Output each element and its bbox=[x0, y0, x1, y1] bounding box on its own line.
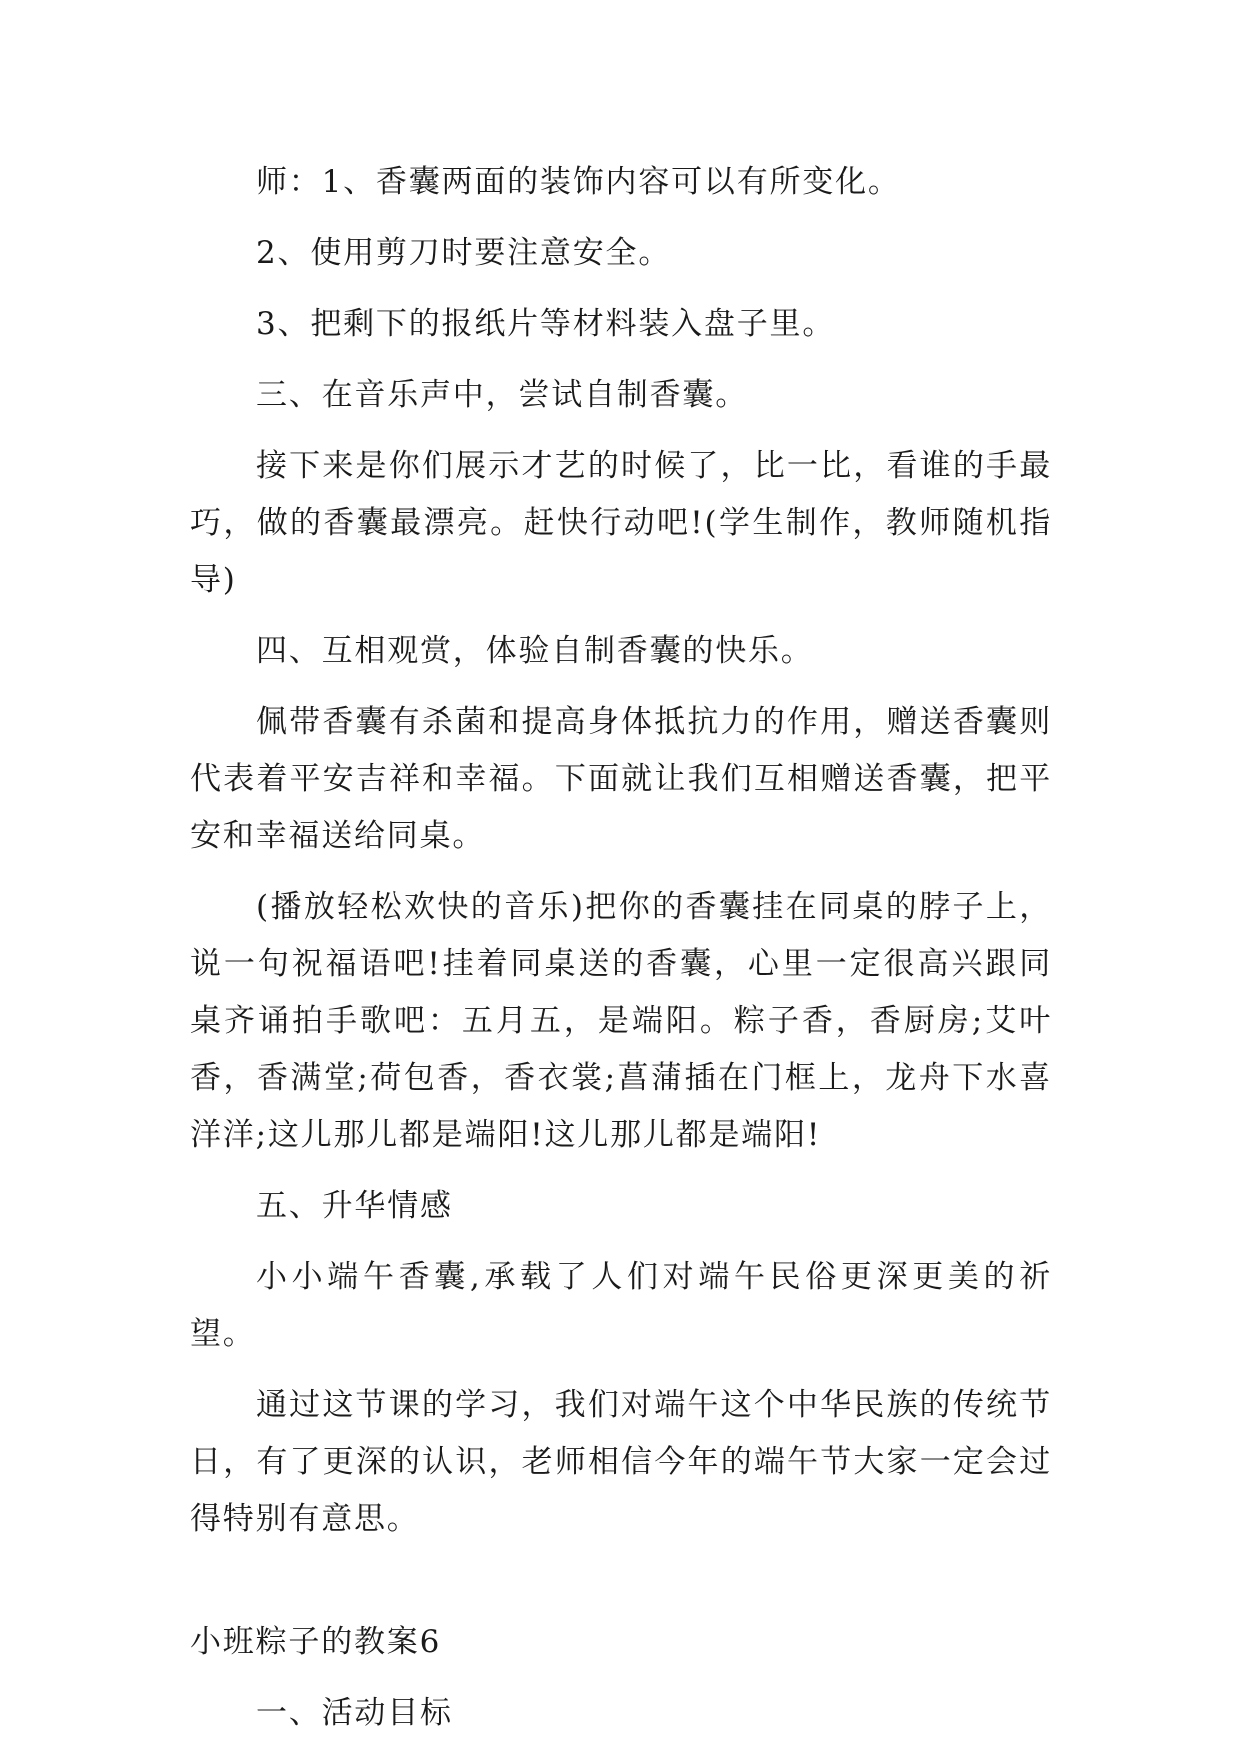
paragraph: 师：1、香囊两面的装饰内容可以有所变化。 bbox=[256, 164, 901, 200]
section-title: 小班粽子的教案6 bbox=[190, 1624, 442, 1660]
paragraph: 一、活动目标 bbox=[256, 1695, 453, 1731]
paragraph: 三、在音乐声中，尝试自制香囊。 bbox=[256, 377, 748, 413]
paragraph: 通过这节课的学习，我们对端午这个中华民族的传统节日，有了更深的认识，老师相信今年的端午节大家一定会过得特别有意思。 bbox=[190, 1387, 1052, 1537]
paragraph: 接下来是你们展示才艺的时候了，比一比，看谁的手最巧，做的香囊最漂亮。赶快行动吧!(学生制作，教师随机指导) bbox=[190, 448, 1052, 598]
paragraph: 五、升华情感 bbox=[256, 1188, 453, 1224]
paragraph: 小小端午香囊,承载了人们对端午民俗更深更美的祈望。 bbox=[190, 1259, 1052, 1352]
paragraph: 2、使用剪刀时要注意安全。 bbox=[256, 235, 672, 271]
paragraph: 佩带香囊有杀菌和提高身体抵抗力的作用，赠送香囊则代表着平安吉祥和幸福。下面就让我们互相赠送香囊，把平安和幸福送给同桌。 bbox=[190, 704, 1052, 854]
paragraph: 3、把剩下的报纸片等材料装入盘子里。 bbox=[256, 306, 836, 342]
paragraph: (播放轻松欢快的音乐)把你的香囊挂在同桌的脖子上，说一句祝福语吧!挂着同桌送的香囊，心里一定很高兴跟同桌齐诵拍手歌吧：五月五，是端阳。粽子香，香厨房;艾叶香，香满堂;荷包香，香衣裳;菖蒲插在门框上，龙舟下水喜洋洋;这儿那儿都是端阳!这儿那儿都是端阳! bbox=[190, 889, 1052, 1153]
document-body bbox=[190, 154, 1052, 1756]
paragraph: 四、互相观赏，体验自制香囊的快乐。 bbox=[256, 633, 814, 669]
